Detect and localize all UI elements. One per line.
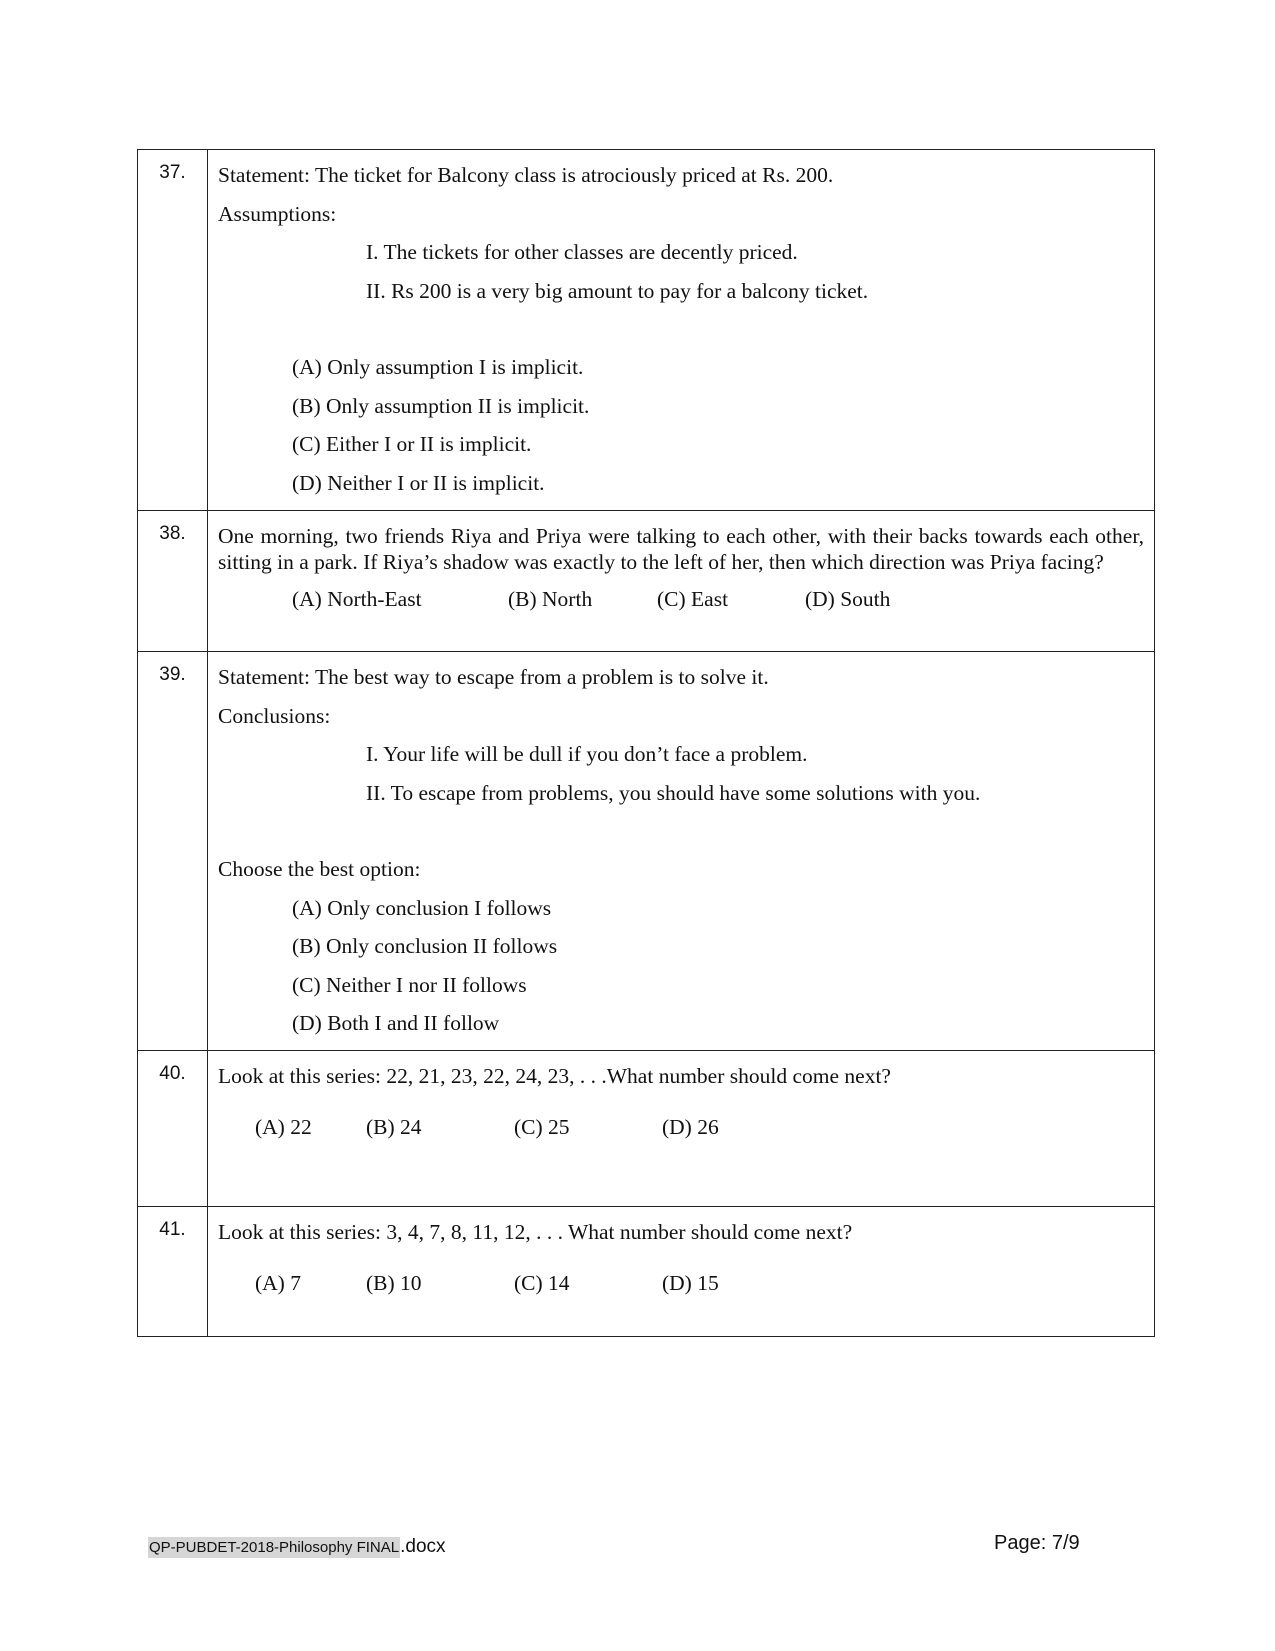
question-body	[208, 652, 1155, 1051]
option: (C) East	[657, 587, 729, 611]
question-text: One morning, two friends Riya and Priya were talking to each other, with their backs towards each other, sitting in a park. If Riya’s shadow was exactly to the left of her, then which direction was Priya facing?	[218, 524, 1144, 574]
prompt: Choose the best option:	[218, 857, 421, 881]
question-number: 38.	[138, 511, 208, 652]
question-number: 37.	[138, 150, 208, 511]
option: (B) 10	[366, 1270, 422, 1295]
option: (B) 24	[366, 1114, 422, 1139]
option: (A) Only conclusion I follows	[292, 895, 552, 920]
option: (D) 26	[662, 1114, 719, 1139]
file-extension: .docx	[400, 1536, 446, 1557]
question-body	[208, 1051, 1155, 1207]
page-number: Page: 7/9	[994, 1532, 1080, 1554]
options-row	[218, 1263, 1144, 1303]
question-row-40	[138, 1051, 1155, 1207]
option: (A) North-East	[292, 587, 422, 611]
statement: Statement: The best way to escape from a problem is to solve it.	[218, 665, 769, 689]
statement: Statement: The ticket for Balcony class is atrociously priced at Rs. 200.	[218, 163, 834, 187]
option: (A) 7	[255, 1270, 301, 1295]
option: (D) Neither I or II is implicit.	[292, 470, 545, 495]
filename: QP-PUBDET-2018-Philosophy FINAL	[149, 1539, 400, 1556]
option: (C) Either I or II is implicit.	[292, 432, 532, 456]
assumption-item: II. Rs 200 is a very big amount to pay for a balcony ticket.	[366, 278, 869, 303]
question-body	[208, 1207, 1155, 1337]
options-row	[218, 579, 1144, 619]
sub-heading: Conclusions:	[218, 703, 331, 728]
conclusion-item: I. Your life will be dull if you don’t face a problem.	[366, 742, 808, 766]
question-text: Look at this series: 22, 21, 23, 22, 24, 23, . . .What number should come next?	[218, 1064, 891, 1088]
question-number: 39.	[138, 652, 208, 1051]
option: (C) 14	[514, 1270, 570, 1295]
sub-heading: Assumptions:	[218, 201, 337, 226]
footer-filename	[148, 1536, 446, 1558]
question-row-37	[138, 150, 1155, 511]
question-row-39	[138, 652, 1155, 1051]
option: (C) Neither I nor II follows	[292, 972, 527, 997]
option: (D) 15	[662, 1270, 719, 1295]
options-row	[218, 1107, 1144, 1147]
question-text: Look at this series: 3, 4, 7, 8, 11, 12, . . . What number should come next?	[218, 1220, 853, 1244]
option: (A) 22	[255, 1114, 312, 1139]
option: (D) South	[805, 587, 891, 611]
question-row-38	[138, 511, 1155, 652]
question-body	[208, 150, 1155, 511]
question-table	[137, 149, 1155, 1337]
question-row-41	[138, 1207, 1155, 1337]
option: (A) Only assumption I is implicit.	[292, 355, 584, 379]
question-number: 40.	[138, 1051, 208, 1207]
option: (D) Both I and II follow	[292, 1011, 500, 1035]
conclusion-item: II. To escape from problems, you should have some solutions with you.	[366, 780, 981, 805]
option: (B) Only conclusion II follows	[292, 934, 558, 958]
assumption-item: I. The tickets for other classes are decently priced.	[366, 240, 798, 264]
option: (B) Only assumption II is implicit.	[292, 393, 590, 418]
question-body	[208, 511, 1155, 652]
option: (C) 25	[514, 1114, 570, 1139]
option: (B) North	[508, 587, 593, 611]
question-number: 41.	[138, 1207, 208, 1337]
